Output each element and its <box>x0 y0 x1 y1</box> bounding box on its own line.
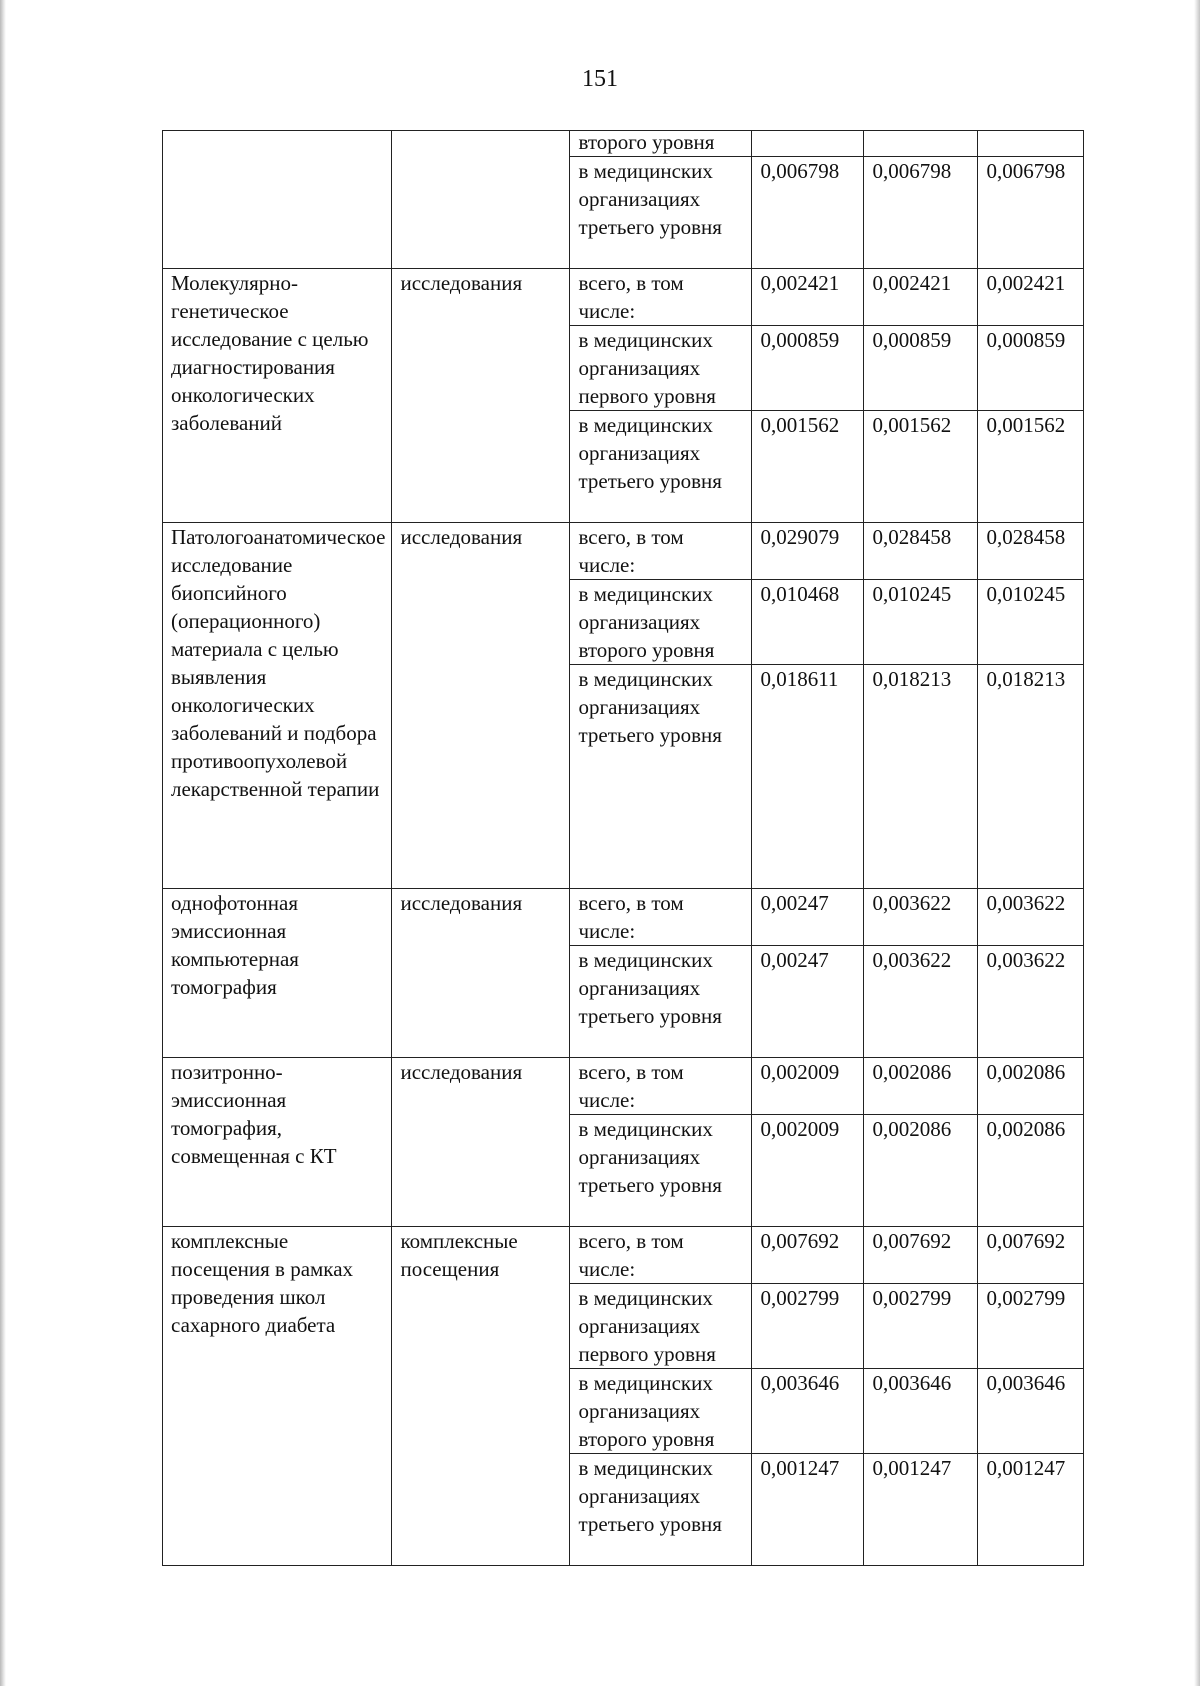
value-cell: 0,001247 <box>864 1454 978 1566</box>
value-cell: 0,001562 <box>978 411 1084 523</box>
value-cell: 0,003622 <box>978 889 1084 946</box>
value-cell: 0,002799 <box>978 1284 1084 1369</box>
value-cell: 0,00247 <box>752 946 864 1058</box>
table-row <box>163 889 1084 946</box>
value-cell <box>864 131 978 157</box>
level-cell: в медицинских организациях первого уровня <box>570 326 752 411</box>
page-number: 151 <box>582 66 618 92</box>
level-cell: в медицинских организациях второго уровня <box>570 580 752 665</box>
value-cell <box>978 131 1084 157</box>
value-cell <box>752 131 864 157</box>
value-cell: 0,000859 <box>978 326 1084 411</box>
value-cell: 0,018611 <box>752 665 864 889</box>
value-cell: 0,003646 <box>752 1369 864 1454</box>
value-cell: 0,010245 <box>864 580 978 665</box>
value-cell: 0,007692 <box>864 1227 978 1284</box>
table-row <box>163 269 1084 326</box>
level-cell: всего, в том числе: <box>570 1227 752 1284</box>
service-name-cell: Молекулярно-генетическое исследование с целью диагностирования онкологических заболеваний <box>163 269 392 523</box>
unit-cell: исследования <box>392 523 570 889</box>
value-cell: 0,002421 <box>752 269 864 326</box>
level-cell: в медицинских организациях третьего уровня <box>570 1454 752 1566</box>
value-cell: 0,002421 <box>978 269 1084 326</box>
value-cell: 0,002009 <box>752 1058 864 1115</box>
value-cell: 0,002799 <box>752 1284 864 1369</box>
table-row <box>163 131 1084 157</box>
service-name-cell: Патологоанатомическое исследование биопсийного (операционного) материала с целью выявления онкологических заболеваний и подбора противоопухолевой лекарственной терапии <box>163 523 392 889</box>
service-name-cell: позитронно-эмиссионная томография, совмещенная с КТ <box>163 1058 392 1227</box>
value-cell: 0,006798 <box>978 157 1084 269</box>
value-cell: 0,010468 <box>752 580 864 665</box>
value-cell: 0,001562 <box>864 411 978 523</box>
value-cell: 0,002086 <box>864 1058 978 1115</box>
unit-cell: исследования <box>392 1058 570 1227</box>
level-cell: в медицинских организациях третьего уровня <box>570 411 752 523</box>
value-cell: 0,003646 <box>864 1369 978 1454</box>
value-cell: 0,001562 <box>752 411 864 523</box>
value-cell: 0,002086 <box>978 1058 1084 1115</box>
volume-norms-table <box>162 130 1084 1566</box>
value-cell: 0,002086 <box>978 1115 1084 1227</box>
value-cell: 0,018213 <box>864 665 978 889</box>
table-row <box>163 1058 1084 1115</box>
value-cell: 0,002009 <box>752 1115 864 1227</box>
level-cell: в медицинских организациях третьего уровня <box>570 665 752 889</box>
value-cell: 0,002799 <box>864 1284 978 1369</box>
service-name-cell <box>163 131 392 269</box>
level-cell: в медицинских организациях третьего уровня <box>570 157 752 269</box>
value-cell: 0,018213 <box>978 665 1084 889</box>
level-cell: всего, в том числе: <box>570 523 752 580</box>
value-cell: 0,003622 <box>978 946 1084 1058</box>
value-cell: 0,003646 <box>978 1369 1084 1454</box>
table-row <box>163 523 1084 580</box>
value-cell: 0,007692 <box>978 1227 1084 1284</box>
level-cell: второго уровня <box>570 131 752 157</box>
unit-cell: исследования <box>392 269 570 523</box>
value-cell: 0,001247 <box>752 1454 864 1566</box>
table-row <box>163 1227 1084 1284</box>
level-cell: всего, в том числе: <box>570 889 752 946</box>
unit-cell <box>392 131 570 269</box>
value-cell: 0,00247 <box>752 889 864 946</box>
scan-edge-right <box>1194 0 1200 1686</box>
value-cell: 0,001247 <box>978 1454 1084 1566</box>
value-cell: 0,002086 <box>864 1115 978 1227</box>
level-cell: всего, в том числе: <box>570 1058 752 1115</box>
value-cell: 0,006798 <box>752 157 864 269</box>
service-name-cell: комплексные посещения в рамках проведения школ сахарного диабета <box>163 1227 392 1566</box>
level-cell: в медицинских организациях второго уровня <box>570 1369 752 1454</box>
value-cell: 0,002421 <box>864 269 978 326</box>
level-cell: в медицинских организациях первого уровня <box>570 1284 752 1369</box>
level-cell: в медицинских организациях третьего уровня <box>570 1115 752 1227</box>
value-cell: 0,006798 <box>864 157 978 269</box>
value-cell: 0,007692 <box>752 1227 864 1284</box>
value-cell: 0,010245 <box>978 580 1084 665</box>
value-cell: 0,029079 <box>752 523 864 580</box>
unit-cell: исследования <box>392 889 570 1058</box>
continuation-block <box>163 131 1084 269</box>
groups-body <box>163 269 1084 1566</box>
value-cell: 0,000859 <box>864 326 978 411</box>
scan-edge-left <box>0 0 6 1686</box>
level-cell: всего, в том числе: <box>570 269 752 326</box>
value-cell: 0,003622 <box>864 889 978 946</box>
value-cell: 0,000859 <box>752 326 864 411</box>
value-cell: 0,028458 <box>978 523 1084 580</box>
service-name-cell: однофотонная эмиссионная компьютерная томография <box>163 889 392 1058</box>
unit-cell: комплексные посещения <box>392 1227 570 1566</box>
value-cell: 0,028458 <box>864 523 978 580</box>
value-cell: 0,003622 <box>864 946 978 1058</box>
level-cell: в медицинских организациях третьего уровня <box>570 946 752 1058</box>
